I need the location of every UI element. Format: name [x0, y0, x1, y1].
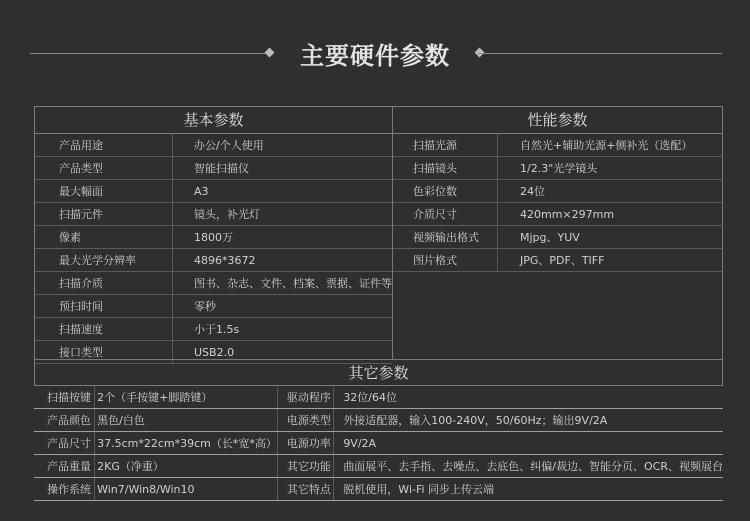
- header-divider-right: [478, 53, 722, 54]
- param-label: 扫描介质: [35, 272, 173, 295]
- param-value: Mjpg、YUV: [498, 226, 723, 249]
- param-label: 电源类型: [277, 409, 333, 432]
- param-value: USB2.0: [173, 341, 393, 364]
- param-label: 产品用途: [35, 134, 173, 157]
- param-value: 零秒: [173, 295, 393, 318]
- param-label: 最大光学分辨率: [35, 249, 173, 272]
- table-row: [393, 203, 722, 226]
- param-value: 办公/个人使用: [173, 134, 393, 157]
- param-value: 自然光+辅助光源+侧补光（选配）: [498, 134, 723, 157]
- param-value: 小于1.5s: [173, 318, 393, 341]
- table-row: [35, 203, 392, 226]
- param-label: 电源功率: [277, 432, 333, 455]
- table-row: [35, 180, 392, 203]
- basic-params-table: [35, 134, 392, 364]
- table-row: [35, 226, 392, 249]
- param-value: 32位/64位: [334, 386, 723, 409]
- param-value: 24位: [498, 180, 723, 203]
- param-label: 视频输出格式: [393, 226, 498, 249]
- param-label: 像素: [35, 226, 173, 249]
- param-value: 黑色/白色: [95, 409, 278, 432]
- page-title: 主要硬件参数: [300, 42, 450, 70]
- performance-params-heading: 性能参数: [393, 107, 722, 134]
- table-row: [34, 432, 723, 455]
- param-label: 扫描速度: [35, 318, 173, 341]
- param-value: 420mm×297mm: [498, 203, 723, 226]
- param-value: 37.5cm*22cm*39cm（长*宽*高）: [95, 432, 278, 455]
- param-value: Win7/Win8/Win10: [95, 478, 278, 501]
- table-row: [35, 157, 392, 180]
- table-row: [393, 157, 722, 180]
- param-value: 1800万: [173, 226, 393, 249]
- param-label: 产品重量: [34, 455, 95, 478]
- param-label: 最大幅面: [35, 180, 173, 203]
- param-value: 4896*3672: [173, 249, 393, 272]
- param-label: 其它功能: [277, 455, 333, 478]
- page-header: [0, 0, 750, 105]
- table-row: [35, 295, 392, 318]
- table-row: [34, 455, 723, 478]
- table-row: [35, 134, 392, 157]
- param-value: JPG、PDF、TIFF: [498, 249, 723, 272]
- performance-params-table: [393, 134, 722, 272]
- param-label: 产品颜色: [34, 409, 95, 432]
- param-value: 镜头，补光灯: [173, 203, 393, 226]
- basic-params-panel: [34, 106, 393, 360]
- other-params-panel: [34, 385, 723, 501]
- param-label: 扫描按键: [34, 386, 95, 409]
- param-label: 接口类型: [35, 341, 173, 364]
- param-value: 外接适配器，输入100-240V，50/60Hz；输出9V/2A: [334, 409, 723, 432]
- param-label: 预扫时间: [35, 295, 173, 318]
- param-label: 产品类型: [35, 157, 173, 180]
- table-row: [393, 134, 722, 157]
- table-row: [393, 249, 722, 272]
- param-value: 2KG（净重）: [95, 455, 278, 478]
- param-label: 扫描光源: [393, 134, 498, 157]
- param-label: 驱动程序: [277, 386, 333, 409]
- param-value: 9V/2A: [334, 432, 723, 455]
- basic-params-heading: 基本参数: [35, 107, 392, 134]
- param-value: 1/2.3"光学镜头: [498, 157, 723, 180]
- param-label: 其它特点: [277, 478, 333, 501]
- table-row: [393, 226, 722, 249]
- diamond-ornament-left: [265, 48, 275, 58]
- table-row: [35, 318, 392, 341]
- param-value: 脱机使用，Wi-Fi 同步上传云端: [334, 478, 723, 501]
- param-label: 图片格式: [393, 249, 498, 272]
- other-params-heading: 其它参数: [34, 359, 723, 385]
- table-row: [34, 409, 723, 432]
- param-value: 曲面展平、去手指、去噪点、去底色、纠偏/裁边、智能分页、OCR、视频展台: [334, 455, 723, 478]
- table-row: [393, 180, 722, 203]
- header-divider-left: [30, 53, 270, 54]
- table-row: [34, 386, 723, 409]
- param-label: 操作系统: [34, 478, 95, 501]
- param-label: 产品尺寸: [34, 432, 95, 455]
- param-value: 2个（手按键+脚踏键）: [95, 386, 278, 409]
- param-label: 介质尺寸: [393, 203, 498, 226]
- other-params-table: [34, 385, 723, 501]
- param-label: 扫描元件: [35, 203, 173, 226]
- performance-params-panel: [392, 106, 723, 360]
- table-row: [34, 478, 723, 501]
- param-label: 扫描镜头: [393, 157, 498, 180]
- param-label: 色彩位数: [393, 180, 498, 203]
- table-row: [35, 272, 392, 295]
- param-value: A3: [173, 180, 393, 203]
- param-value: 图书、杂志、文件、档案、票据、证件等: [173, 272, 393, 295]
- table-row: [35, 249, 392, 272]
- param-value: 智能扫描仪: [173, 157, 393, 180]
